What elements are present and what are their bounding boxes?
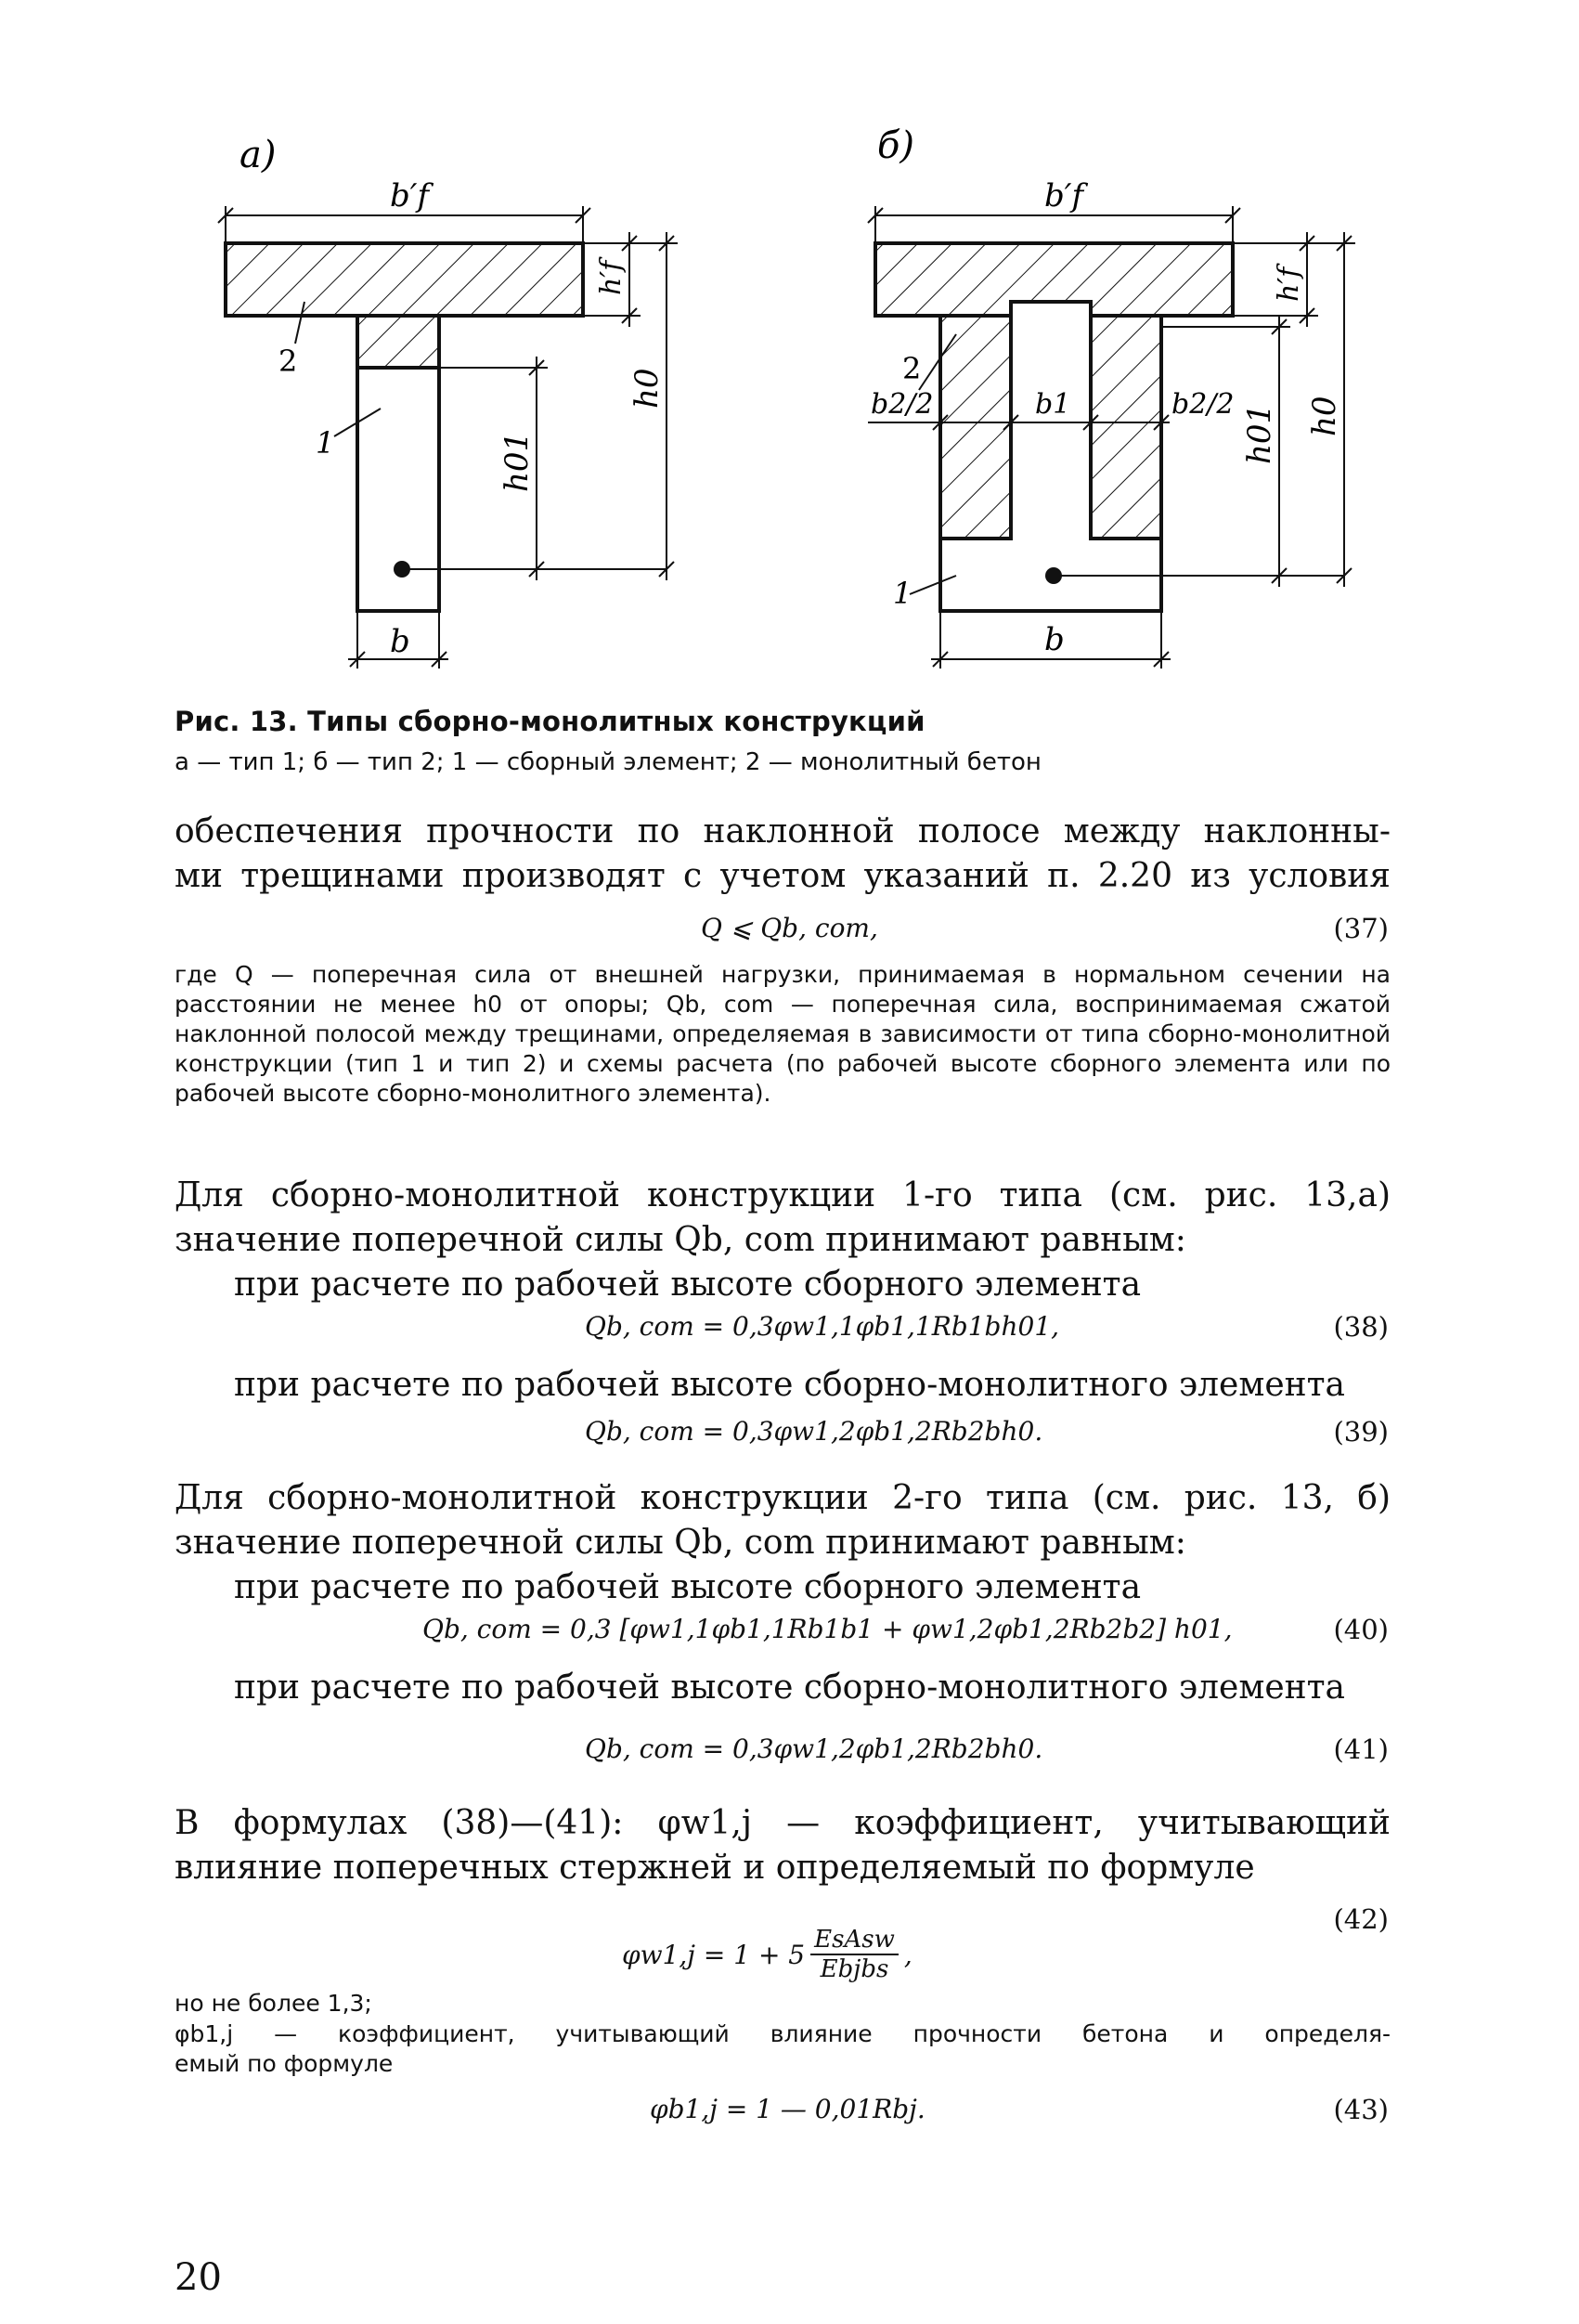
panel-b-web-right [1091,316,1161,539]
paragraph-4-line-2: значение поперечной силы Qb, com принимают равным: [175,1524,1186,1562]
paragraph-2-line-3: при расчете по рабочей высоте сборного элемента [234,1266,1142,1304]
note-2-line-2: емый по формуле [175,2050,394,2077]
panel-a-b-label: b [390,623,410,660]
paragraph-3-line-1: при расчете по рабочей высоте сборно-монолитного элемента [234,1366,1346,1404]
figure-13 [0,0,1579,669]
formula-42-numerator: EsAsw [810,1926,899,1955]
panel-b-label: б) [877,124,915,167]
formula-42-left: φw1,j = 1 + 5 [622,1939,806,1970]
panel-a-flange [226,243,583,316]
paragraph-5 [175,1666,1391,1710]
formula-39-number: (39) [1333,1416,1389,1448]
panel-b [868,124,1355,669]
paragraph-4-line-1: Для сборно-монолитной конструкции 2-го типа (см. рис. 13, б) [175,1479,1391,1517]
formula-38-number: (38) [1333,1311,1389,1343]
note-1: но не более 1,3; [175,1990,372,2017]
panel-a-hf-label: h′f [595,260,628,295]
paragraph-2-line-1: Для сборно-монолитной конструкции 1-го типа (см. рис. 13,а) [175,1176,1391,1214]
panel-b-marker-1: 1 [893,576,912,611]
formula-38: Qb, com = 0,3φw1,1φb1,1Rb1bh01, [585,1311,1060,1342]
panel-b-b2-right-label: b2/2 [1171,388,1235,421]
panel-a-marker-2: 2 [278,344,298,379]
note-2 [175,2019,1391,2079]
formula-41-number: (41) [1333,1733,1389,1765]
panel-a-web-monolithic [357,316,439,368]
panel-b-h0-label: h0 [1306,396,1343,436]
paragraph-4 [175,1476,1391,1610]
panel-b-hf-label: h′f [1273,266,1305,302]
panel-b-marker-2: 2 [902,351,922,386]
panel-a-h01-label: h01 [498,431,536,492]
formula-37-number: (37) [1333,913,1389,944]
page-number: 20 [175,2256,222,2299]
formula-40-number: (40) [1333,1614,1389,1645]
paragraph-5-line-1: при расчете по рабочей высоте сборно-монолитного элемента [234,1668,1346,1707]
panel-b-b-label: b [1044,621,1065,658]
paragraph-6-line-1: В формулах (38)—(41): φw1,j — коэффициент, учитывающий [175,1804,1391,1842]
figure-caption-legend: а — тип 1; б — тип 2; 1 — сборный элемент; 2 — монолитный бетон [175,748,1042,776]
formula-40: Qb, com = 0,3 [φw1,1φb1,1Rb1b1 + φw1,2φb1,2Rb2b2] h01, [422,1614,1233,1644]
formula-43: φb1,j = 1 — 0,01Rbj. [650,2094,925,2124]
formula-42-fraction [810,1926,899,1983]
formula-42-denominator: Ebjbs [820,1955,889,1983]
panel-a-label: а) [239,134,277,176]
formula-39: Qb, com = 0,3φw1,2φb1,2Rb2bh0. [585,1416,1043,1447]
formula-41: Qb, com = 0,3φw1,2φb1,2Rb2bh0. [585,1733,1043,1764]
where-block: где Q — поперечная сила от внешней нагрузки, принимаемая в нормальном сечении на расстоянии не менее h0 от опоры; Qb, com — поперечная сила, воспринимаемая сжатой наклонной полосой между трещинами, определяемая в зависимости от типа сборно-монолитной конструкции (тип 1 и тип 2) и схемы расчета (по рабочей высоте сборного элемента или по рабочей высоте сборно-монолитного элемента). [175,961,1391,1107]
paragraph-1 [175,810,1391,899]
panel-a [218,134,678,669]
formula-42-number: (42) [1333,1903,1389,1935]
panel-b-b1-label: b1 [1035,388,1071,421]
paragraph-1-line-2: ми трещинами производят с учетом указаний п. 2.20 из условия [175,857,1391,895]
panel-b-web-left [940,316,1011,539]
paragraph-2-line-2: значение поперечной силы Qb, com принимают равным: [175,1221,1186,1259]
figure-caption-title: Рис. 13. Типы сборно-монолитных конструкций [175,706,925,737]
paragraph-1-line-1: обеспечения прочности по наклонной полосе между наклонны- [175,812,1391,850]
panel-b-bf-label: b′f [1044,177,1084,214]
formula-42 [622,1926,912,1983]
formula-42-tail: , [903,1939,912,1970]
panel-a-bf-label: b′f [390,177,430,214]
panel-b-b2-left-label: b2/2 [871,388,934,421]
formula-43-number: (43) [1333,2094,1389,2125]
paragraph-2 [175,1174,1391,1307]
paragraph-3 [175,1363,1391,1408]
paragraph-6 [175,1801,1391,1890]
panel-a-h0-label: h0 [628,368,666,409]
panel-b-h01-label: h01 [1241,403,1278,464]
paragraph-6-line-2: влияние поперечных стержней и определяемый по формуле [175,1849,1255,1887]
panel-a-marker-1: 1 [316,425,335,461]
note-2-line-1: φb1,j — коэффициент, учитывающий влияние прочности бетона и определя- [175,2020,1391,2047]
formula-37: Q ⩽ Qb, com, [701,913,878,943]
paragraph-4-line-3: при расчете по рабочей высоте сборного элемента [234,1568,1142,1606]
